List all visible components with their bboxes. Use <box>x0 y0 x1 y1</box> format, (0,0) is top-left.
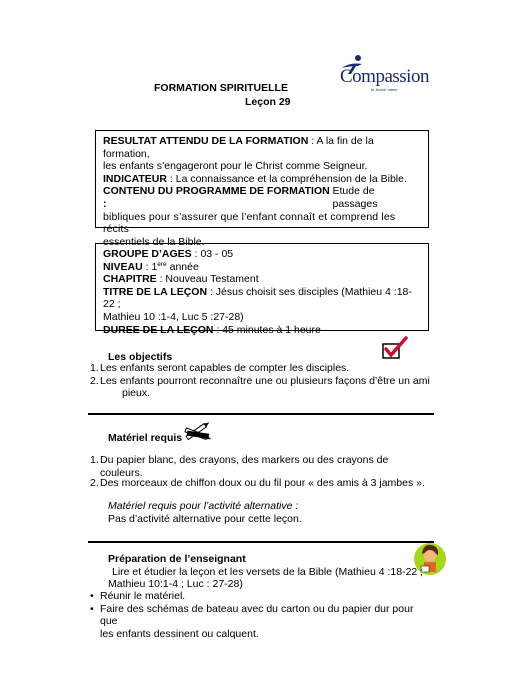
preparation-heading: Préparation de l’enseignant <box>108 553 246 565</box>
outcome-text: les enfants s’engageront pour le Christ comme Seigneur. <box>103 160 368 173</box>
level: NIVEAU : 1ère année <box>103 260 199 273</box>
alt-materials-label: Matériel requis pour l’activité alternative : <box>108 500 299 512</box>
preparation-line-1: Lire et étudier la leçon et les versets de la Bible (Mathieu 4 :18-22 ; <box>112 566 424 578</box>
list-item: 2. Des morceaux de chiffon doux ou du fil pour « des amis à 3 jambes ». <box>90 477 425 489</box>
pencils-icon <box>181 420 213 442</box>
list-item-cont: pieux. <box>122 387 151 400</box>
lesson-title-cont: Mathieu 10 :1-4, Luc 5 :27-28) <box>103 310 244 323</box>
indicator-line: INDICATEUR : La connaissance et la compréhension de la Bible. <box>103 172 407 185</box>
lesson-number: Leçon 29 <box>245 96 291 108</box>
compassion-logo <box>326 56 429 96</box>
outcome-line: RESULTAT ATTENDU DE LA FORMATION : A la fin de la formation, <box>103 135 374 160</box>
list-item: 2. Les enfants pourront reconnaître une ou plusieurs façons d’être un ami <box>90 374 430 387</box>
lesson-duration: DUREE DE LA LEÇON : 45 minutes à 1 heure <box>103 323 321 336</box>
objectives-list <box>90 362 430 400</box>
program-text: bibliques pour s’assurer que l’enfant connaît et comprend les récits <box>103 210 396 236</box>
preparation-line-2: Mathieu 10:1-4 ; Luc : 27-28) <box>108 578 243 590</box>
materials-heading: Matériel requis <box>108 432 183 444</box>
materials-list <box>90 454 430 479</box>
logo-text: Compassion <box>340 66 429 87</box>
age-group: GROUPE D’AGES : 03 - 05 <box>103 248 234 260</box>
preparation-bullets <box>90 590 430 640</box>
lesson-info-box <box>95 243 429 336</box>
list-item-cont: les enfants dessinent ou calquent. <box>100 627 259 640</box>
program-text-end: essentiels de la Bible. <box>103 235 205 248</box>
lesson-title: TITRE DE LA LEÇON : Jésus choisit ses disciples (Mathieu 4 :18-22 ; <box>103 285 412 311</box>
list-item: 1. Les enfants seront capables de compter les disciples. <box>90 362 350 374</box>
divider-2 <box>88 541 434 543</box>
chapter: CHAPITRE : Nouveau Testament <box>103 273 259 286</box>
list-item: • Réunir le matériel. <box>90 590 186 602</box>
materials-list-2 <box>90 477 430 490</box>
list-item: 1. Du papier blanc, des crayons, des markers ou des crayons de couleurs. <box>90 454 389 479</box>
objectives-heading: Les objectifs <box>108 351 173 363</box>
logo-tagline: in Jesus' name <box>371 87 398 92</box>
divider <box>88 413 434 415</box>
program-line: CONTENU DU PROGRAMME DE FORMATION : Etude de passages <box>103 185 378 210</box>
document-title: FORMATION SPIRITUELLE <box>154 82 288 94</box>
alt-materials-text: Pas d’activité alternative pour cette leçon. <box>108 513 302 525</box>
list-item: • Faire des schémas de bateau avec du carton ou du papier dur pour que <box>90 602 414 628</box>
checkbox-check-icon <box>382 336 408 360</box>
training-outcome-box <box>95 130 429 248</box>
